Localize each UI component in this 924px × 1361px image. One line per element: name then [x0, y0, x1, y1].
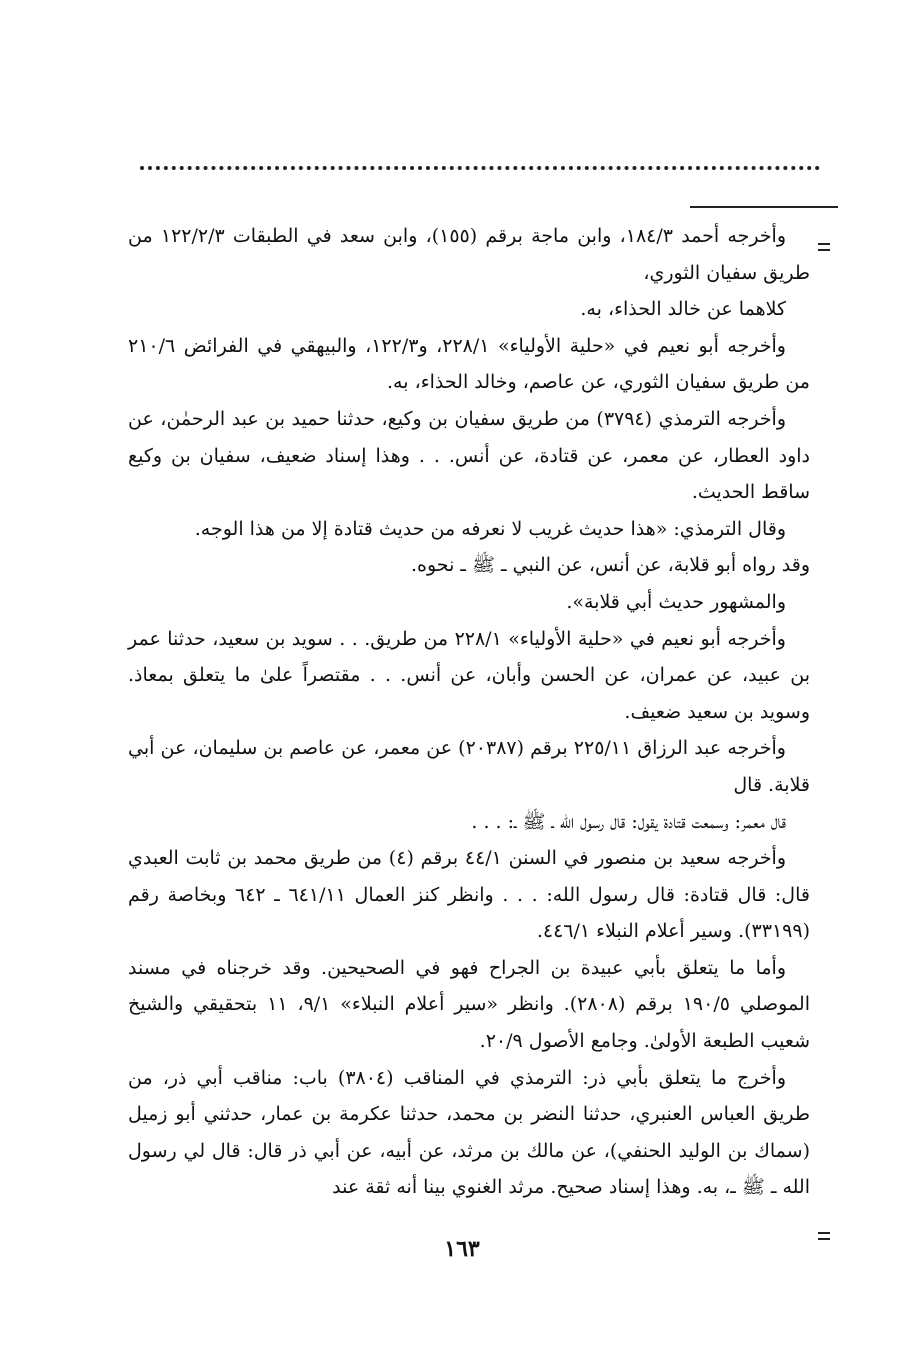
paragraph: وأخرجه سعيد بن منصور في السنن ٤٤/١ برقم (٤) من طريق محمد بن ثابت العبدي قال: قال قتادة: قال رسول الله: . . . وانظر كنز العمال ٦٤١/١١ ـ ٦٤٢ وبخاصة رقم (٣٣١٩٩). وسير أعلام النبلاء ٤٤٦/١.: [128, 847, 810, 943]
paragraph: وأخرجه أبو نعيم في «حلية الأولياء» ٢٢٨/١ من طريق. . . سويد بن سعيد، حدثنا عمر بن عبيد، عن عمران، عن الحسن وأبان، عن أنس. . . مقتصراً علىٰ ما يتعلق بمعاذ. وسويد بن سعيد ضعيف.: [128, 627, 810, 723]
paragraph: قال معمر: وسمعت قتادة يقول: قال رسول الله ـ ﷺ ـ: . . .: [471, 810, 786, 833]
dotted-separator: [140, 166, 820, 170]
page-number: ١٦٣: [444, 1236, 480, 1262]
footnote-rule: [690, 206, 838, 208]
paragraph: وأخرجه أبو نعيم في «حلية الأولياء» ٢٢٨/١، و١٢٢/٣، والبيهقي في الفرائض ٢١٠/٦ من طريق سفيان الثوري، عن عاصم، وخالد الحذاء، به.: [128, 334, 810, 394]
paragraph: وقال الترمذي: «هذا حديث غريب لا نعرفه من حديث قتادة إلا من هذا الوجه.: [194, 517, 786, 540]
continuation-mark: [818, 1232, 830, 1234]
continuation-mark: [818, 243, 830, 245]
paragraph: وأخرجه أحمد ١٨٤/٣، وابن ماجة برقم (١٥٥)، وابن سعد في الطبقات ١٢٢/٢/٣ من طريق سفيان الثوري،: [128, 225, 810, 284]
paragraph: وأما ما يتعلق بأبي عبيدة بن الجراح فهو في الصحيحين. وقد خرجناه في مسند الموصلي ١٩٠/٥ برقم (٢٨٠٨). وانظر «سير أعلام النبلاء» ٩/١، ١١ بتحقيقي والشيخ شعيب الطبعة الأولىٰ. وجامع الأصول ٢٠/٩.: [128, 956, 810, 1053]
continuation-mark: [818, 1238, 830, 1240]
paragraph: والمشهور حديث أبي قلابة».: [566, 590, 786, 613]
footnote-text: [128, 218, 810, 1206]
paragraph: كلاهما عن خالد الحذاء، به.: [580, 298, 786, 321]
paragraph: وأخرجه الترمذي (٣٧٩٤) من طريق سفيان بن وكيع، حدثنا حميد بن عبد الرحمٰن، عن داود العطار، عن معمر، عن قتادة، عن أنس. . . وهذا إسناد ضعيف، سفيان بن وكيع ساقط الحديث.: [128, 407, 810, 504]
paragraph: وأخرج ما يتعلق بأبي ذر: الترمذي في المناقب (٣٨٠٤) باب: مناقب أبي ذر، من طريق العباس العنبري، حدثنا النضر بن محمد، حدثنا عكرمة بن عمار، حدثني أبو زميل (سماك بن الوليد الحنفي)، عن مالك بن مرثد، عن أبيه، عن أبي ذر قال: قال لي رسول الله ـ ﷺ ـ، به. وهذا إسناد صحيح. مرثد الغنوي بينا أنه ثقة عند: [128, 1066, 810, 1199]
continuation-mark: [818, 249, 830, 251]
paragraph: وأخرجه عبد الرزاق ٢٢٥/١١ برقم (٢٠٣٨٧) عن معمر، عن عاصم بن سليمان، عن أبي قلابة. قال: [128, 737, 810, 796]
paragraph: وقد رواه أبو قلابة، عن أنس، عن النبي ـ ﷺ ـ نحوه.: [411, 554, 810, 577]
